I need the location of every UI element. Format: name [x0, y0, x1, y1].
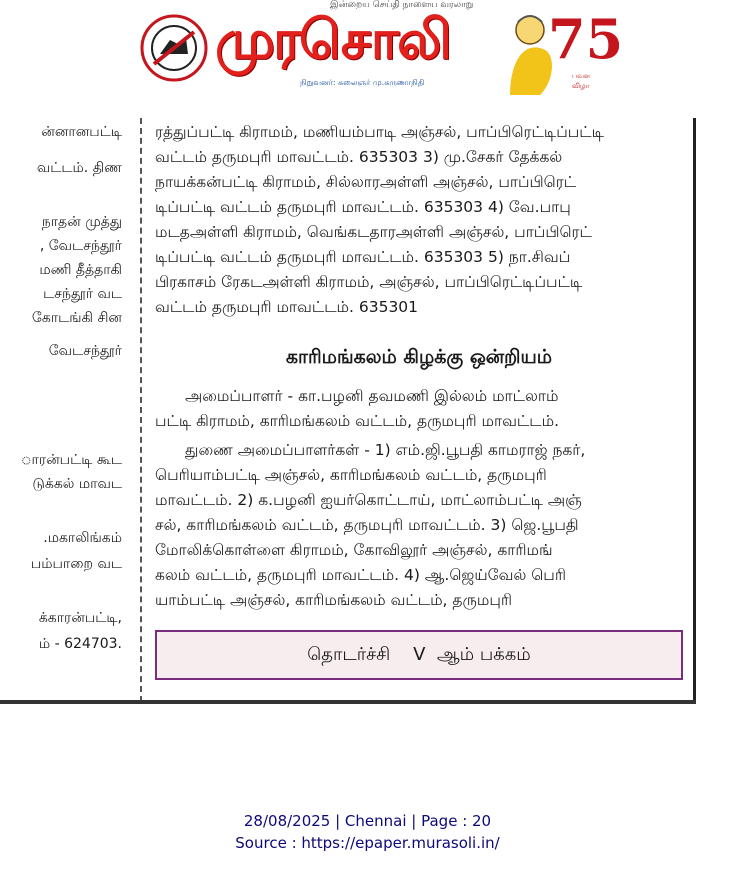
anniversary-label-2: விழா — [572, 82, 590, 90]
para1-line: டிப்பட்டி வட்டம் தருமபுரி மாவட்டம். 635303 5) நா.சிவப் — [155, 248, 571, 266]
para2-line: அமைப்பாளர் - கா.பழனி தவமணி இல்லம் மாட்லாம் — [185, 387, 559, 405]
masthead-tagline: இன்றைய செய்தி நாளைய வரலாறு — [330, 0, 474, 10]
footer — [0, 810, 735, 854]
anniversary-75-logo — [500, 0, 624, 100]
anniversary-number: 75 — [548, 7, 624, 71]
masthead-title: முரசொலி — [215, 8, 450, 71]
para1-line: பிரகாசம் ரேகடஅள்ளி கிராமம், அஞ்சல், பாப்பிரெட்டிப்பட்டி — [155, 273, 583, 291]
left-line: டுக்கல் மாவட — [32, 476, 122, 492]
left-line: டசந்தூர் வட — [43, 286, 122, 302]
left-line: கோடங்கி சின — [31, 310, 122, 326]
right-border — [693, 118, 696, 704]
para3-line: துணை அமைப்பாளர்கள் - 1) எம்.ஜி.பூபதி காமராஜ் நகர், — [185, 441, 586, 459]
para1-line: நாயக்கன்பட்டி கிராமம், சில்லாரஅள்ளி அஞ்சல், பாப்பிரெட் — [155, 173, 577, 191]
para1-line: மடதஅள்ளி கிராமம், வெங்கடதாரஅள்ளி அஞ்சல், பாப்பிரெட் — [155, 223, 592, 241]
left-line: வட்டம். திண — [36, 160, 122, 176]
left-line: நாதன் முத்து — [41, 214, 122, 230]
footer-source-link[interactable]: Source : https://epaper.murasoli.in/ — [235, 834, 500, 852]
continuation-box — [155, 630, 683, 680]
para1-line: ரத்துப்பட்டி கிராமம், மணியம்பாடி அஞ்சல், பாப்பிரெட்டிப்பட்டி — [155, 123, 604, 141]
para3-line: சல், காரிமங்கலம் வட்டம், தருமபுரி மாவட்டம். 3) ஜெ.பூபதி — [155, 516, 579, 534]
continuation-text: தொடர்ச்சி V ஆம் பக்கம் — [307, 643, 531, 665]
footer-date-line: 28/08/2025 | Chennai | Page : 20 — [243, 812, 492, 830]
left-line: மணி தீத்தாகி — [39, 262, 122, 278]
para1-line: வட்டம் தருமபுரி மாவட்டம். 635303 3) மு.சேகர் தேக்கல் — [155, 148, 563, 166]
left-clipped-column — [0, 118, 128, 698]
para3-line: பெரியாம்பட்டி அஞ்சல், காரிமங்கலம் வட்டம், தருமபுரி — [155, 466, 547, 484]
masthead-founder: நிறுவனர்: கலைஞர் மு.கருணாநிதி — [300, 78, 425, 87]
left-line: வேடசந்தூர் — [48, 343, 122, 359]
section-heading: காரிமங்கலம் கிழக்கு ஒன்றியம் — [285, 346, 553, 368]
para3-line: கலம் வட்டம், தருமபுரி மாவட்டம். 4) ஆ.ஜெய்வேல் பெரி — [155, 566, 566, 584]
column-divider — [140, 118, 142, 702]
left-line: க்காரன்பட்டி, — [38, 610, 122, 626]
para3-line: மாவட்டம். 2) க.பழனி ஐயர்கொட்டாய், மாட்லாம்பட்டி அஞ் — [155, 491, 582, 509]
para3-line: மோலிக்கொள்ளை கிராமம், கோவிலூர் அஞ்சல், காரிமங் — [155, 541, 553, 559]
bottom-border — [0, 700, 696, 704]
para1-line: வட்டம் தருமபுரி மாவட்டம். 635301 — [155, 298, 419, 316]
left-line: ம் - 624703. — [38, 636, 122, 652]
para1-line: டிப்பட்டி வட்டம் தருமபுரி மாவட்டம். 635303 4) வே.பாபு — [155, 198, 571, 216]
emblem-logo-icon — [140, 14, 208, 82]
left-line: பம்பாறை வட — [30, 556, 122, 572]
left-line: ன்னானபட்டி — [41, 124, 122, 140]
anniversary-label-1: பவள — [572, 72, 591, 80]
left-line: .மகாலிங்கம் — [43, 530, 122, 546]
left-line: , வேடசந்தூர் — [39, 238, 122, 254]
left-line: ாரன்பட்டி கூட — [20, 452, 122, 468]
para3-line: யாம்பட்டி அஞ்சல், காரிமங்கலம் வட்டம், தருமபுரி — [155, 591, 513, 609]
masthead — [140, 0, 624, 102]
para2-line: பட்டி கிராமம், காரிமங்கலம் வட்டம், தருமபுரி மாவட்டம். — [155, 412, 559, 430]
